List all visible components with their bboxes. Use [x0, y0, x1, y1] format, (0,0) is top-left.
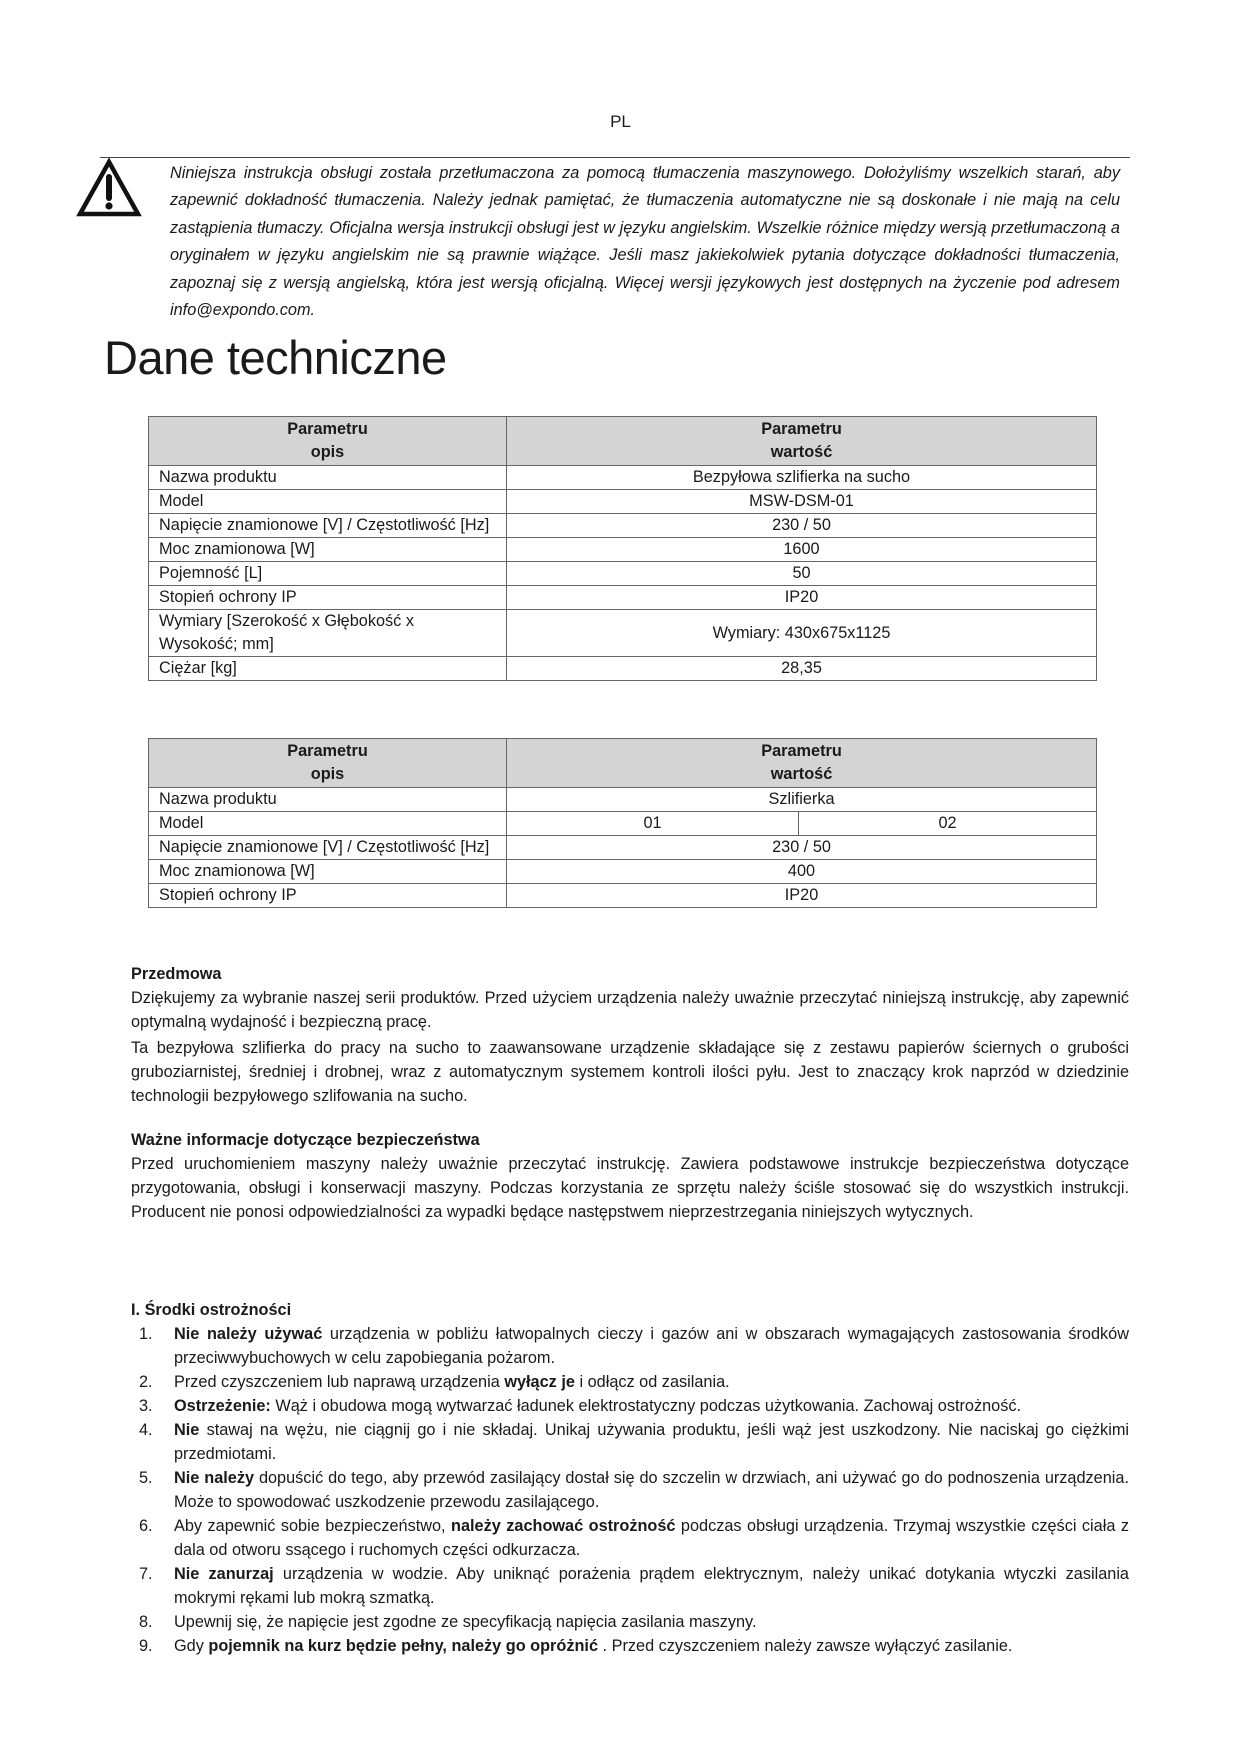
page-language-label: PL: [610, 112, 631, 131]
header-text: wartość: [770, 443, 833, 461]
header-text: opis: [310, 765, 345, 783]
row-label: Moc znamionowa [W]: [149, 860, 507, 884]
emphasis: Nie należy używać: [174, 1325, 323, 1343]
row-value: Bezpyłowa szlifierka na sucho: [507, 466, 1097, 490]
emphasis: pojemnik na kurz będzie pełny, należy go opróżnić: [208, 1637, 599, 1655]
row-value: Wymiary: 430x675x1125: [507, 610, 1097, 657]
table-header-row: [149, 417, 1097, 466]
header-value: [507, 739, 1097, 788]
item-text: stawaj na wężu, nie ciągnij go i nie składaj. Unikaj używania produktu, jeśli wąż jest uszkodzony. Nie naciskaj go ciężkimi przedmiotami.: [174, 1421, 1129, 1463]
row-value: MSW-DSM-01: [507, 490, 1097, 514]
emphasis: należy zachować ostrożność: [451, 1517, 676, 1535]
row-value-model-b: 02: [799, 812, 1097, 836]
emphasis: Nie: [174, 1421, 200, 1439]
row-label: Model: [149, 490, 507, 514]
foreword-section: [131, 962, 1129, 1108]
row-label: Stopień ochrony IP: [149, 884, 507, 908]
paragraph: Ta bezpyłowa szlifierka do pracy na sucho to zaawansowane urządzenie składające się z zestawu papierów ściernych o grubości gruboziarnistej, średniej i drobnej, wraz z automatycznym systemem kontroli ilości pyłu. Jest to znaczący krok naprzód w dziedzinie technologii bezpyłowego szlifowania na sucho.: [131, 1039, 1129, 1105]
translation-disclaimer: [170, 160, 1120, 324]
list-item: [131, 1634, 1129, 1658]
row-value: 230 / 50: [507, 836, 1097, 860]
item-text: Upewnij się, że napięcie jest zgodne ze specyfikacją napięcia zasilania maszyny.: [174, 1613, 757, 1631]
table-row: [149, 860, 1097, 884]
row-value: 1600: [507, 538, 1097, 562]
row-label: Moc znamionowa [W]: [149, 538, 507, 562]
list-number: 7.: [139, 1565, 153, 1583]
header-text: Parametru: [761, 420, 842, 438]
emphasis: Nie należy: [174, 1469, 255, 1487]
row-label: Wymiary [Szerokość x Głębokość x Wysokość; mm]: [149, 610, 507, 657]
list-number: 1.: [139, 1325, 153, 1343]
section-heading: Przedmowa: [131, 965, 222, 983]
row-label: Model: [149, 812, 507, 836]
table-row: [149, 836, 1097, 860]
header-text: Parametru: [287, 420, 368, 438]
row-label: Nazwa produktu: [149, 466, 507, 490]
header-rule: [100, 157, 1130, 158]
row-value-model-a: 01: [507, 812, 799, 836]
list-item: [131, 1322, 1129, 1370]
row-value: 230 / 50: [507, 514, 1097, 538]
row-value: 400: [507, 860, 1097, 884]
section-heading: I. Środki ostrożności: [131, 1301, 292, 1319]
list-number: 9.: [139, 1637, 153, 1655]
spec-table-main: [148, 416, 1097, 681]
table-row: [149, 514, 1097, 538]
row-value: IP20: [507, 586, 1097, 610]
item-text: Gdy: [174, 1637, 209, 1655]
table-row: [149, 657, 1097, 681]
safety-section: [131, 1128, 1129, 1224]
row-label: Napięcie znamionowe [V] / Częstotliwość [Hz]: [149, 514, 507, 538]
emphasis: Ostrzeżenie:: [174, 1397, 271, 1415]
item-text: urządzenia w wodzie. Aby uniknąć porażenia prądem elektrycznym, należy unikać dotykania wtyczki zasilania mokrymi rękami lub mokrą szmatką.: [174, 1565, 1129, 1607]
list-number: 4.: [139, 1421, 153, 1439]
item-text: i odłącz od zasilania.: [574, 1373, 730, 1391]
paragraph: Dziękujemy za wybranie naszej serii produktów. Przed użyciem urządzenia należy uważnie przeczytać niniejszą instrukcję, aby zapewnić optymalną wydajność i bezpieczną pracę.: [131, 989, 1129, 1031]
table-row: [149, 586, 1097, 610]
header-text: opis: [310, 443, 345, 461]
table-row: [149, 490, 1097, 514]
item-text: Aby zapewnić sobie bezpieczeństwo,: [174, 1517, 452, 1535]
row-value: Szlifierka: [507, 788, 1097, 812]
table-row: [149, 610, 1097, 657]
table-row: [149, 884, 1097, 908]
item-text: Przed czyszczeniem lub naprawą urządzenia: [174, 1373, 505, 1391]
row-label: Napięcie znamionowe [V] / Częstotliwość [Hz]: [149, 836, 507, 860]
header-text: Parametru: [287, 742, 368, 760]
item-text: . Przed czyszczeniem należy zawsze wyłączyć zasilanie.: [598, 1637, 1013, 1655]
row-label: Ciężar [kg]: [149, 657, 507, 681]
header-text: Parametru: [761, 742, 842, 760]
table-row: [149, 466, 1097, 490]
table-row: [149, 562, 1097, 586]
list-number: 8.: [139, 1613, 153, 1631]
item-text: urządzenia w pobliżu łatwopalnych cieczy i gazów ani w obszarach wymagających zastosowania środków przeciwwybuchowych w celu zapobiegania pożarom.: [174, 1325, 1129, 1367]
list-number: 5.: [139, 1469, 153, 1487]
disclaimer-text: Niniejsza instrukcja obsługi została przetłumaczona za pomocą tłumaczenia maszynowego. Dołożyliśmy wszelkich starań, aby zapewnić dokładność tłumaczenia. Należy jednak pamiętać, że tłumaczenia automatyczne nie są doskonałe i nie mają na celu zastąpienia tłumaczy. Oficjalna wersja instrukcji obsługi jest w języku angielskim. Wszelkie różnice między wersją przetłumaczoną a oryginałem w języku angielskim nie są prawnie wiążące. Jeśli masz jakiekolwiek pytania dotyczące dokładności tłumaczenia, zapoznaj się z wersją angielską, która jest wersją oficjalną. Więcej wersji językowych jest dostępnych na życzenie pod adresem info@expondo.com.: [170, 164, 1120, 320]
item-text: dopuścić do tego, aby przewód zasilający dostał się do szczelin w drzwiach, ani używać go do podnoszenia urządzenia. Może to spowodować uszkodzenie przewodu zasilającego.: [174, 1469, 1129, 1511]
spec-table-grinder: [148, 738, 1097, 908]
header-value: [507, 417, 1097, 466]
header-description: [149, 417, 507, 466]
header-text: wartość: [770, 765, 833, 783]
list-item: [131, 1466, 1129, 1514]
item-text: Wąż i obudowa mogą wytwarzać ładunek elektrostatyczny podczas użytkowania. Zachowaj ostrożność.: [270, 1397, 1022, 1415]
page-title: Dane techniczne: [104, 331, 447, 384]
table-row: [149, 538, 1097, 562]
list-item: [131, 1394, 1129, 1418]
row-label: Nazwa produktu: [149, 788, 507, 812]
paragraph: Przed uruchomieniem maszyny należy uważnie przeczytać instrukcję. Zawiera podstawowe instrukcje bezpieczeństwa dotyczące przygotowania, obsługi i konserwacji maszyny. Podczas korzystania ze sprzętu należy ściśle stosować się do wszystkich instrukcji. Producent nie ponosi odpowiedzialności za wypadki będące następstwem nieprzestrzegania niniejszych wytycznych.: [131, 1155, 1129, 1221]
item-text: podczas obsługi urządzenia. Trzymaj wszystkie części ciała z dala od otworu ssącego i ruchomych części odkurzacza.: [174, 1517, 1129, 1559]
row-value: 50: [507, 562, 1097, 586]
table-row: [149, 812, 1097, 836]
table-row: [149, 788, 1097, 812]
list-number: 3.: [139, 1397, 153, 1415]
list-item: [131, 1370, 1129, 1394]
header-description: [149, 739, 507, 788]
row-value: IP20: [507, 884, 1097, 908]
precautions-section: [131, 1298, 1129, 1658]
list-number: 6.: [139, 1517, 153, 1535]
list-item: [131, 1514, 1129, 1562]
precautions-list: [131, 1322, 1129, 1658]
emphasis: wyłącz je: [504, 1373, 575, 1391]
list-item: [131, 1562, 1129, 1610]
row-label: Stopień ochrony IP: [149, 586, 507, 610]
list-item: [131, 1610, 1129, 1634]
emphasis: Nie zanurzaj: [174, 1565, 274, 1583]
section-heading: Ważne informacje dotyczące bezpieczeństwa: [131, 1131, 480, 1149]
row-value: 28,35: [507, 657, 1097, 681]
row-label: Pojemność [L]: [149, 562, 507, 586]
warning-icon: [76, 158, 142, 218]
list-number: 2.: [139, 1373, 153, 1391]
table-header-row: [149, 739, 1097, 788]
list-item: [131, 1418, 1129, 1466]
